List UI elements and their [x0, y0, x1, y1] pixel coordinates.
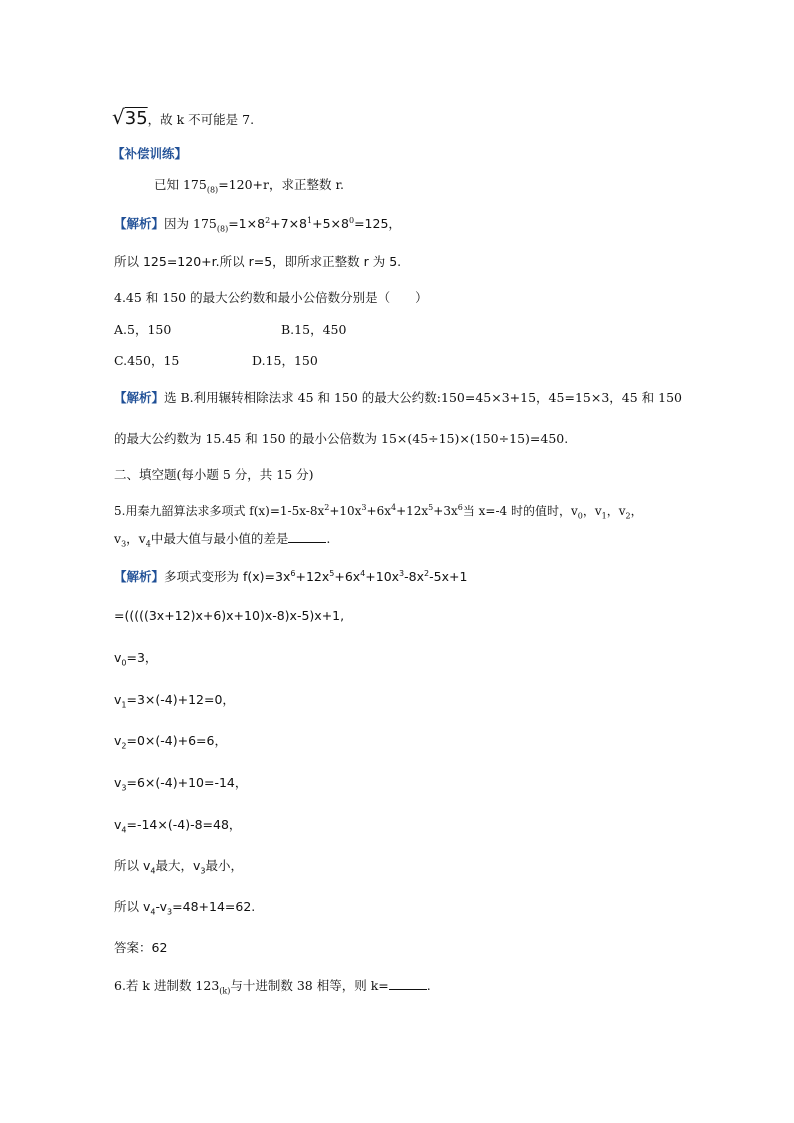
- q4-option-c: C.450，15: [114, 353, 180, 368]
- v2-v: v: [114, 733, 122, 748]
- q5-u3: 3: [121, 539, 127, 549]
- p10-sub1: 4: [150, 866, 156, 876]
- sqrt-line: [112, 105, 255, 129]
- p11-b: -v: [155, 899, 168, 914]
- sol1-c: +7×8: [270, 216, 308, 232]
- v2-text: =0×(-4)+6=6，: [126, 733, 227, 748]
- p11-a: 所以 v: [114, 899, 151, 914]
- v4-sub: 4: [121, 825, 127, 835]
- v1-sub: 1: [121, 700, 127, 710]
- q5-f: 当 x=-4 时的值时，v: [462, 504, 578, 518]
- v1-line: [114, 691, 235, 715]
- problem-base: (8): [206, 185, 219, 195]
- sol5-s2: 5: [329, 569, 335, 578]
- problem-statement: [154, 176, 344, 200]
- sol1-a: 因为 175: [164, 216, 217, 232]
- sol5-s3: 4: [360, 569, 366, 578]
- solution-1: [114, 212, 401, 239]
- q5-g: ，v: [582, 504, 602, 518]
- sol1-s1: 2: [265, 216, 271, 225]
- sol1-b: =1×8: [228, 216, 266, 232]
- v3-line: [114, 774, 247, 798]
- q5-s3: 4: [390, 503, 397, 512]
- solution-q4: [114, 389, 682, 407]
- v0-text: =3，: [126, 650, 158, 665]
- sol1-sub: (8): [216, 224, 229, 234]
- v0-line: [114, 649, 157, 673]
- q6-a: 6.若 k 进制数 123: [114, 978, 220, 993]
- difference-line: [114, 898, 255, 922]
- v4-text: =-14×(-4)-8=48，: [126, 817, 242, 832]
- horner-form: =(((((3x+12)x+6)x+10)x-8)x-5)x+1,: [114, 608, 345, 623]
- answer-value: 62: [151, 940, 168, 955]
- q5-d: +12x: [396, 504, 429, 518]
- p10-a: 所以 v: [114, 858, 151, 873]
- v3-sub: 3: [121, 783, 127, 793]
- solution-tag: 【解析】: [114, 216, 165, 232]
- sqrt-symbol: √: [112, 105, 125, 129]
- solution-q5: [114, 565, 467, 586]
- p10-c: 最小，: [205, 858, 243, 873]
- solution-tag: 【解析】: [114, 390, 165, 405]
- solution-q4-cont: 的最大公约数为 15.45 和 150 的最小公倍数为 15×(45÷15)×(150÷15)=450.: [114, 431, 569, 446]
- q5-a: 5.用秦九韶算法求多项式 f(x)=1-5x-8x: [114, 504, 325, 518]
- sqrt-value: 35: [124, 108, 148, 129]
- v1-v: v: [114, 692, 122, 707]
- q5-s2: 3: [361, 503, 367, 512]
- p10-b: 最大，v: [155, 858, 201, 873]
- v3-text: =6×(-4)+10=-14，: [126, 775, 248, 790]
- sqrt-rest: ，故 k 不可能是 7.: [147, 112, 255, 127]
- q5-u4: 4: [145, 539, 151, 549]
- q4-option-d: D.15，150: [252, 353, 318, 368]
- q5-i: ，: [630, 504, 643, 518]
- section-heading: 二、填空题(每小题 5 分，共 15 分): [114, 467, 314, 482]
- q5-e: +3x: [433, 504, 458, 518]
- q5-l2a: v: [114, 531, 122, 546]
- sol5-b: +12x: [295, 569, 330, 585]
- v2-sub: 2: [121, 741, 127, 751]
- sol5-d: +10x: [365, 569, 400, 585]
- p11-sub1: 4: [150, 907, 156, 917]
- sol5-c: +6x: [334, 569, 361, 585]
- problem-text-b: =120+r，求正整数 r.: [218, 177, 345, 192]
- sol5-s5: 2: [424, 569, 430, 578]
- max-min-line: [114, 857, 243, 881]
- q5-l2end: .: [326, 531, 331, 546]
- q5-s4: 5: [428, 503, 434, 512]
- answer-blank[interactable]: [288, 530, 326, 543]
- sol1-d: +5×8: [312, 216, 349, 232]
- q5-c: +6x: [366, 504, 391, 518]
- sol5-s4: 3: [399, 569, 405, 578]
- sol1-s3: 0: [348, 216, 355, 225]
- q5-u2: 2: [625, 511, 631, 521]
- q5-b: +10x: [329, 504, 362, 518]
- question-5-line2: [114, 530, 330, 554]
- q5-l2b: ，v: [126, 531, 146, 546]
- v0-sub: 0: [121, 658, 127, 668]
- v1-text: =3×(-4)+12=0，: [126, 692, 235, 707]
- q6-sub: (k): [219, 986, 231, 996]
- p11-sub2: 3: [167, 907, 173, 917]
- solution-q4-text: 选 B.利用辗转相除法求 45 和 150 的最大公约数:150=45×3+15，45=15×3，45 和 150: [164, 390, 682, 405]
- sol1-s2: 1: [307, 216, 313, 225]
- q4-option-b: B.15，450: [281, 322, 347, 337]
- question-6: [114, 977, 431, 1001]
- q5-l2c: 中最大值与最小值的差是: [150, 531, 289, 546]
- sol5-e: -8x: [404, 569, 425, 585]
- q6-end: .: [426, 978, 431, 993]
- question-5: [114, 499, 643, 525]
- v0-v: v: [114, 650, 122, 665]
- v3-v: v: [114, 775, 122, 790]
- q5-s5: 6: [457, 503, 463, 512]
- q5-u0: 0: [577, 511, 583, 521]
- q5-s1: 2: [324, 503, 330, 512]
- solution-tag: 【解析】: [114, 569, 165, 585]
- v4-v: v: [114, 817, 122, 832]
- answer-blank[interactable]: [389, 977, 427, 990]
- answer-line: [114, 939, 167, 957]
- v4-line: [114, 816, 241, 840]
- sol5-f: -5x+1: [429, 569, 468, 585]
- problem-text-a: 已知 175: [154, 177, 207, 192]
- q6-b: 与十进制数 38 相等，则 k=: [230, 978, 389, 993]
- solution-1-conclusion: 所以 125=120+r.所以 r=5，即所求正整数 r 为 5.: [114, 254, 402, 269]
- p11-c: =48+14=62.: [172, 899, 256, 914]
- q5-u1: 1: [601, 511, 607, 521]
- answer-label: 答案：: [114, 940, 152, 955]
- q5-h: ，v: [606, 504, 626, 518]
- sol1-e: =125，: [354, 216, 401, 232]
- v2-line: [114, 732, 227, 756]
- sol5-s1: 6: [290, 569, 296, 578]
- q4-option-a: A.5，150: [114, 322, 172, 337]
- question-4: 4.45 和 150 的最大公约数和最小公倍数分别是（ ）: [114, 290, 428, 305]
- sol5-a: 多项式变形为 f(x)=3x: [164, 569, 291, 585]
- p10-sub2: 3: [200, 866, 206, 876]
- supplement-tag: 【补偿训练】: [112, 146, 188, 161]
